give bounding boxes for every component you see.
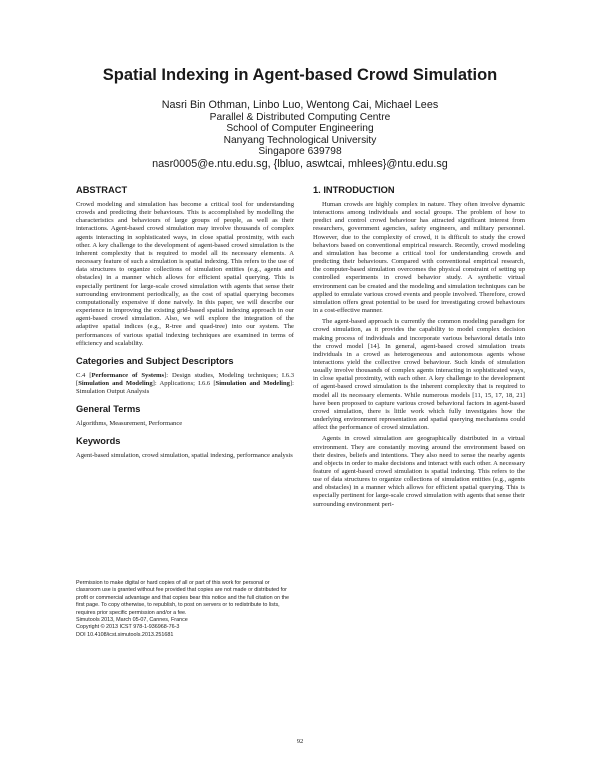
affiliation-line: Singapore 639798 xyxy=(258,146,342,158)
general-terms-heading: General Terms xyxy=(76,404,141,415)
general-terms-text: Algorithms, Measurement, Performance xyxy=(76,420,183,428)
keywords-heading: Keywords xyxy=(76,436,121,447)
affiliation-line: Parallel & Distributed Computing Centre xyxy=(209,111,391,123)
intro-paragraph: Human crowds are highly complex in nature. They often involve dynamic interactions among individuals and social groups. The problem of how to predict and control crowd behaviour has attracted significant interest from researchers, government agencies, safety engineers, and military personnel. However, due to the complexity of crowd, it is difficult to study the crowd behaviors based on conventional empirical research. Recently, crowd modeling and simulation has become a critical tool for understanding crowds and predicting their behaviours. Compared with conventional empirical research, the computer-based simulation overcomes the physical constraint of setting up controlled experiments in crowd behavior study. A synthetic virtual environment can be created and the modeling and simulation techniques can be applied to emulate various crowd events and people involved. Therefore, crowd simulation offers great potential to be used for investigating crowd behaviours in a cost-effective manner. xyxy=(313,201,525,315)
keywords-text: Agent-based simulation, crowd simulation, spatial indexing, performance analysis xyxy=(76,452,293,460)
author-emails: nasr0005@e.ntu.edu.sg, {lbluo, aswtcai, mhlees}@ntu.edu.sg xyxy=(152,157,448,170)
page-number: 92 xyxy=(296,738,304,745)
introduction-heading: 1. INTRODUCTION xyxy=(313,185,395,195)
intro-paragraph: The agent-based approach is currently the common modeling paradigm for crowd simulation, as it provides the capability to model complex decision making process of individuals and incorporate various behavioral details into the crowd model [14]. In general, agent-based crowd simulation treats individuals in a crowd as heterogeneous and autonomous agents whose interactions yield the collective crowd behaviour. Such kinds of simulation usually involve thousands of complex agents interacting in sophisticated ways, in close spatial proximity, with each other. A key challenge to the development of agent-based crowd simulation is the inherent complexity that is required to model all its necessary elements. While numerous models [11, 15, 17, 18, 21] have been proposed to capture various crowd behavioral factors in agent-based crowd simulation, there is little work which fully investigates how the underlying environment representation and spatial querying mechanisms could affect the performance of crowd simulation. xyxy=(313,318,525,432)
right-column xyxy=(313,185,525,512)
permission-text: Permission to make digital or hard copies of all or part of this work for personal or classroom use is granted without fee provided that copies are not made or distributed for profit or commercial advantage and that copies bear this notice and the full citation on the first page. To copy otherwise, to republish, to post on servers or to redistribute to lists, requires prior specific permission and/or a fee. xyxy=(76,580,290,616)
permission-notice xyxy=(76,580,294,639)
paper-title: Spatial Indexing in Agent-based Crowd Simulation xyxy=(102,66,498,84)
abstract-text: Crowd modeling and simulation has become a critical tool for understanding crowds and predicting their behaviours. This is accomplished by modelling the characteristics and behaviours of large groups of people, as well as their interactions. Agent-based crowd simulation may involve thousands of complex agents interacting in sophisticated ways, in close spatial proximity, with each other. A key challenge to the development of agent-based crowd simulation is the inherent complexity that is required to model all its necessary elements. A necessary feature of such a simulation is spatial indexing. This refers to the use of data structures to organize collections of simulation entities (e.g., agents and obstacles) in a manner which allows for efficient spatial querying. This is especially pertinent for large-scale crowd simulation with agents that sense their surrounding environment periodically, as the cost of spatial querying becomes computationally expensive if done naively. In this paper, we will describe our experience in improving the existing grid-based spatial indexing approach in our agent-based crowd simulation. Also, we will explore the integration of the adaptive spatial indices (e.g., R-tree and quad-tree) into our system. The performances of various spatial indexing techniques are examined in terms of efficiency and scalability. xyxy=(76,201,294,347)
categories-text: C.4 [Performance of Systems]: Design studies, Modeling techniques; I.6.3 [Simulation and Modeling]: Applications; I.6.6 [Simulation and Modeling]: Simulation Output Analysis xyxy=(76,371,295,396)
abstract-heading: ABSTRACT xyxy=(76,185,128,195)
copyright-line: Copyright © 2013 ICST 978-1-936968-76-3 xyxy=(76,624,180,631)
categories-heading: Categories and Subject Descriptors xyxy=(76,355,234,366)
intro-paragraph: Agents in crowd simulation are geographically distributed in a virtual environment. They are constantly moving around the environment based on their desires, beliefs and intentions. They also need to sense the nearby agents and objects in order to make decisions and interact with each other. A necessary feature of agent-based crowd simulation is spatial indexing. This refers to the use of data structures to organize collections of simulation entities (e.g., agents and obstacles) in a manner which allows for efficient spatial querying. This is especially pertinent for large-scale crowd simulation with agents that sense their surrounding environment peri- xyxy=(313,435,525,508)
affiliation-line: Nanyang Technological University xyxy=(223,134,377,146)
doi-line: DOI 10.4108/icst.simutools.2013.251681 xyxy=(76,631,174,638)
affiliation-line: School of Computer Engineering xyxy=(226,123,374,135)
author-names: Nasri Bin Othman, Linbo Luo, Wentong Cai, Michael Lees xyxy=(161,99,439,111)
author-block xyxy=(60,100,540,171)
left-column xyxy=(76,185,294,469)
venue-line: Simutools 2013, March 05-07, Cannes, France xyxy=(76,617,188,624)
